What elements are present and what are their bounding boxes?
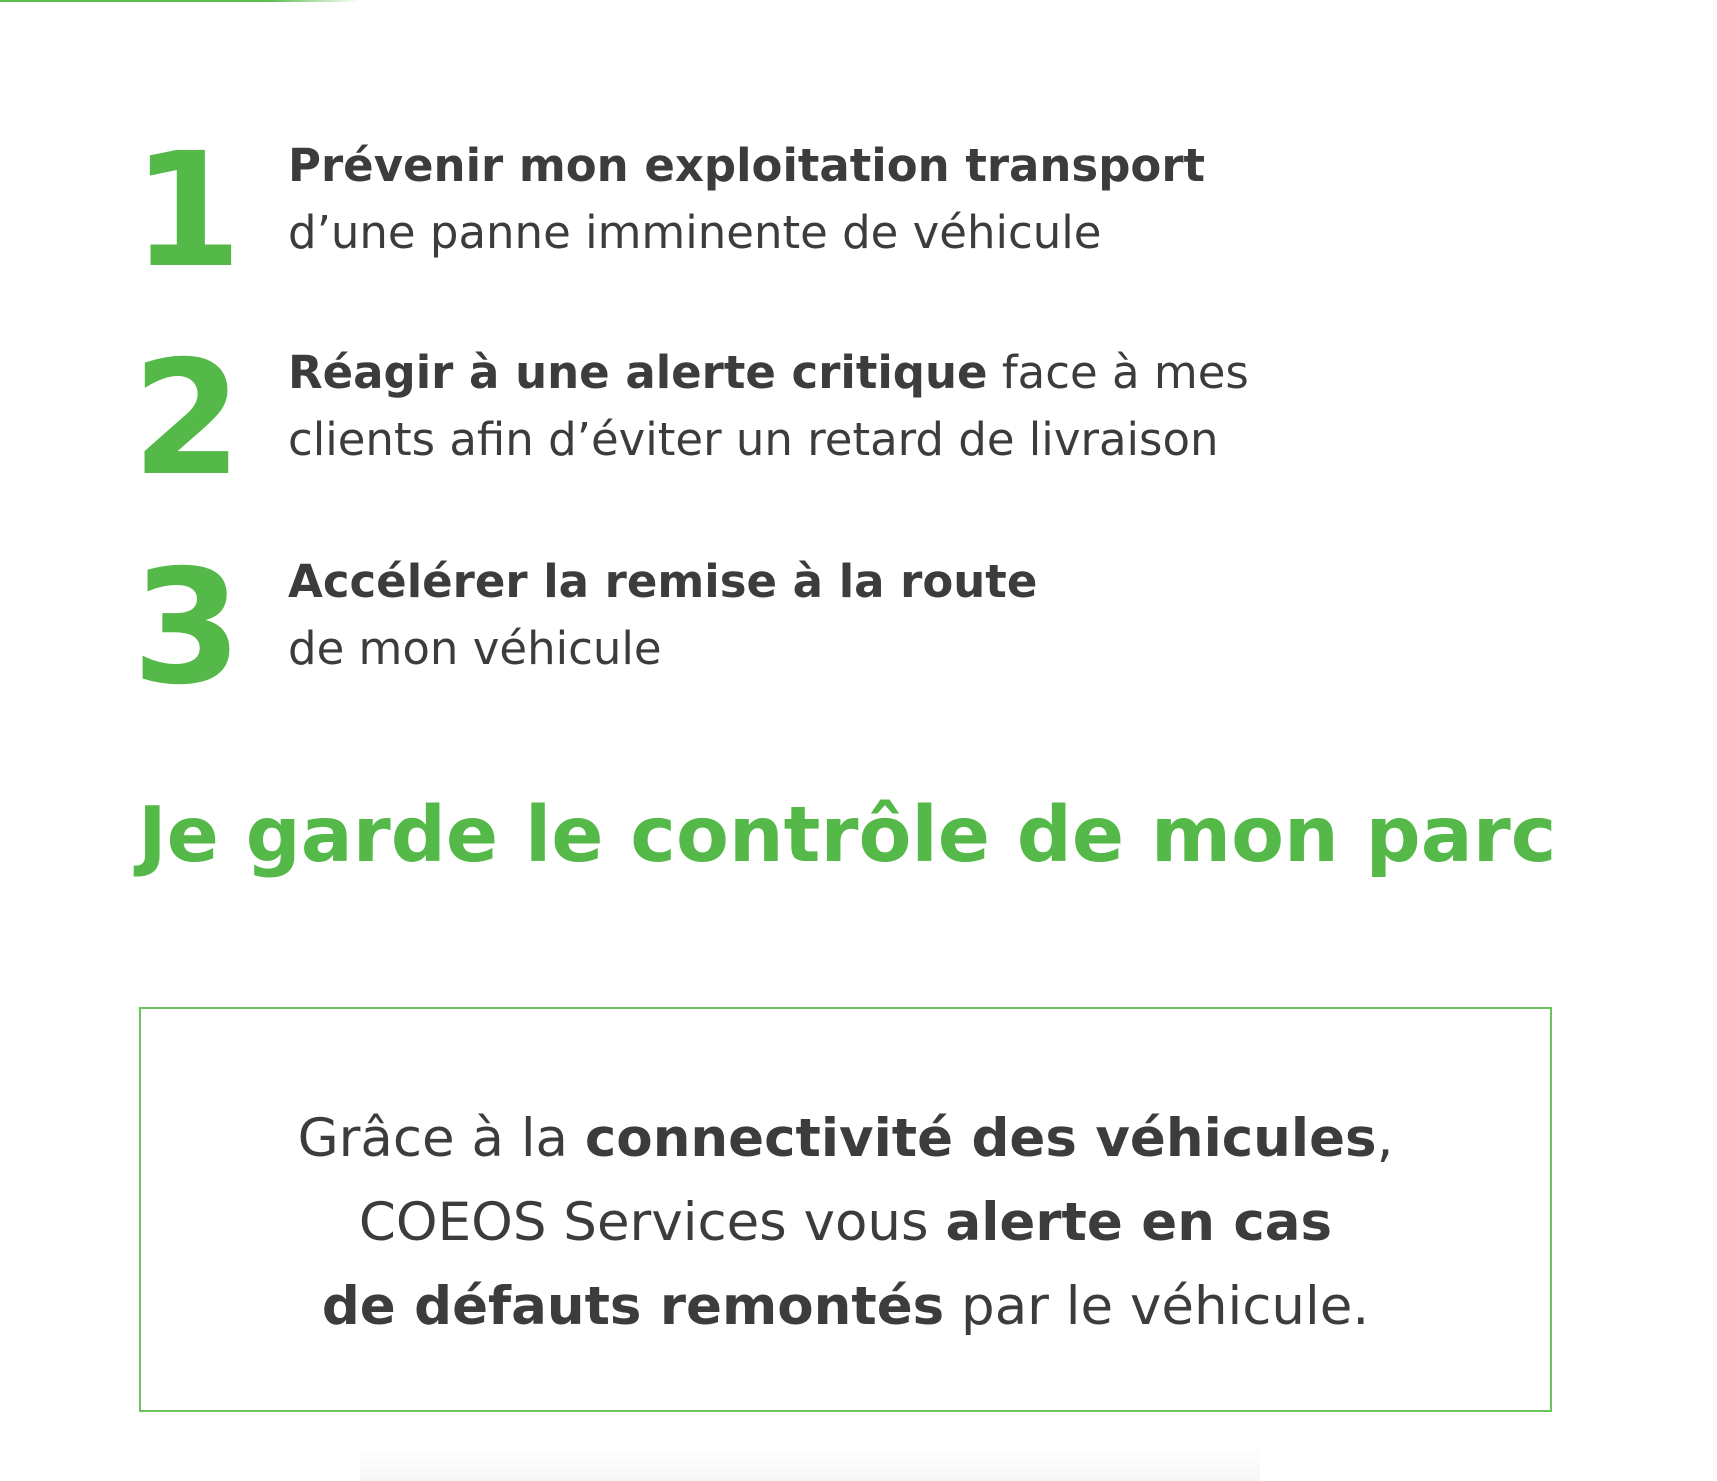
info-punctuation: , [1376,1108,1394,1169]
top-accent-line [0,0,360,2]
step-3 [0,536,1717,720]
step-bold-text: Prévenir mon exploitation transport [288,139,1206,192]
step-line-1 [288,339,1249,406]
step-line-1 [288,132,1205,199]
step-2 [0,327,1717,511]
step-text [288,339,1249,473]
info-regular-text: par le véhicule. [944,1276,1370,1337]
info-bold-text: connectivité des véhicules [584,1108,1377,1169]
step-bold-text: Réagir à une alerte critique [288,346,988,399]
bottom-fade [360,1445,1260,1481]
step-line-2: clients afin d’éviter un retard de livraison [288,413,1219,466]
info-bold-text: alerte en cas [945,1192,1333,1253]
info-text [141,1097,1550,1349]
info-regular-text: COEOS Services vous [358,1192,946,1253]
step-1 [0,119,1717,303]
step-line-2: de mon véhicule [288,622,662,675]
info-bold-text: de défauts remontés [321,1276,945,1337]
step-line-1 [288,548,1037,615]
step-number: 1 [132,119,242,303]
step-number: 3 [132,536,242,720]
step-text [288,548,1037,682]
step-bold-text: Accélérer la remise à la route [288,555,1038,608]
step-text [288,132,1205,266]
step-regular-text: face à mes [987,346,1249,399]
info-box [139,1007,1552,1412]
info-line-3 [141,1265,1550,1349]
page-headline: Je garde le contrôle de mon parc [138,791,1557,880]
step-number: 2 [132,327,242,511]
info-line-1 [141,1097,1550,1181]
step-line-2: d’une panne imminente de véhicule [288,206,1102,259]
info-regular-text: Grâce à la [297,1108,585,1169]
info-line-2 [141,1181,1550,1265]
